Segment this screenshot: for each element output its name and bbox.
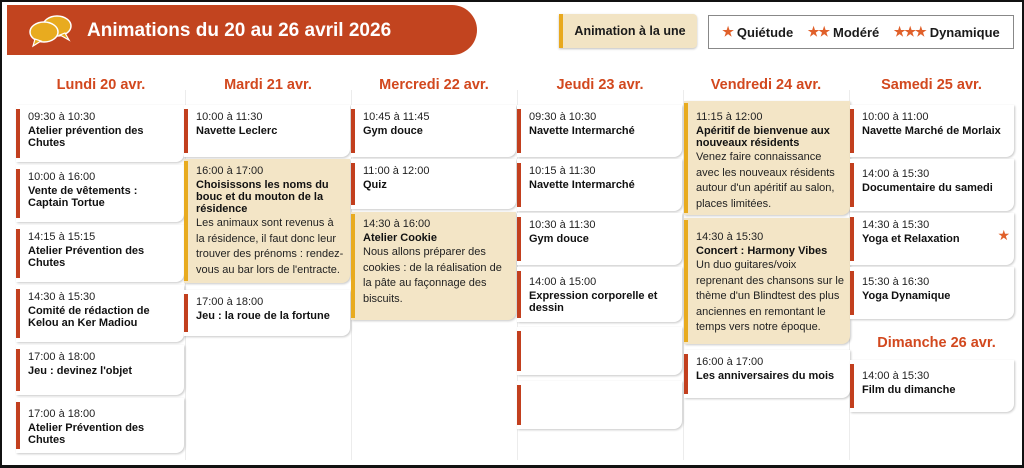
event-title: Comité de rédaction de Kelou an Ker Madiou	[28, 305, 150, 329]
event-title: Navette Intermarché	[529, 179, 635, 191]
day-heading-jeudi: Jeudi 23 avr.	[556, 77, 644, 93]
event-card[interactable]	[517, 267, 682, 322]
featured-event-card[interactable]	[684, 218, 850, 344]
event-time: 10:00 à 11:00	[862, 111, 929, 123]
legend-label: Dynamique	[929, 24, 1000, 40]
event-card[interactable]	[850, 267, 1014, 319]
event-time: 10:45 à 11:45	[363, 111, 430, 123]
event-time: 14:30 à 15:30	[28, 291, 96, 303]
event-title: Navette Marché de Morlaix	[862, 125, 1001, 137]
event-card[interactable]	[184, 290, 350, 336]
event-card[interactable]	[517, 105, 682, 157]
event-description: Venez faire connaissance avec les nouveaux résidents autour d'un apéritif au salon, places limitées.	[696, 151, 835, 210]
event-time: 09:30 à 10:30	[28, 111, 96, 123]
event-time: 15:30 à 16:30	[862, 276, 930, 288]
event-time: 14:00 à 15:30	[862, 168, 930, 180]
legend-dynamique	[894, 24, 1000, 40]
event-time: 16:00 à 17:00	[696, 356, 764, 368]
event-title: Yoga et Relaxation	[862, 233, 960, 245]
page-title: Animations du 20 au 26 avril 2026	[87, 20, 392, 41]
event-time: 17:00 à 18:00	[28, 408, 96, 420]
event-title: Apéritif de bienvenue aux nouveaux résidents	[696, 125, 830, 149]
event-title: Atelier prévention des Chutes	[28, 125, 144, 149]
star-icon: ★★	[807, 24, 830, 39]
legend-quietude	[722, 24, 793, 40]
event-card[interactable]	[351, 105, 516, 157]
legend-label: Quiétude	[736, 24, 794, 40]
day-heading-vendredi: Vendredi 24 avr.	[710, 77, 822, 93]
day-heading-lundi: Lundi 20 avr.	[56, 77, 146, 93]
star-icon: ★	[722, 24, 733, 39]
event-title: Documentaire du samedi	[862, 182, 993, 194]
event-card-empty[interactable]	[517, 327, 682, 375]
event-time: 09:30 à 10:30	[529, 111, 597, 123]
event-card-empty[interactable]	[517, 381, 682, 429]
event-title: Yoga Dynamique	[862, 290, 951, 302]
event-time: 16:00 à 17:00	[196, 165, 264, 177]
event-time: 11:00 à 12:00	[363, 165, 430, 177]
event-card[interactable]	[16, 105, 184, 162]
event-title: Navette Intermarché	[529, 125, 635, 137]
day-heading-samedi: Samedi 25 avr.	[881, 77, 982, 93]
day-heading-mercredi: Mercredi 22 avr.	[379, 77, 489, 93]
day-heading-mardi: Mardi 21 avr.	[224, 77, 312, 93]
featured-legend: Animation à la une	[559, 14, 697, 48]
event-time: 14:15 à 15:15	[28, 231, 96, 243]
event-time: 10:00 à 16:00	[28, 171, 96, 183]
header-banner	[7, 5, 477, 55]
event-title: Film du dimanche	[862, 384, 956, 396]
event-title: Gym douce	[363, 125, 423, 137]
event-title: Atelier Cookie	[363, 232, 437, 244]
event-title: Navette Leclerc	[196, 125, 278, 137]
event-time: 14:30 à 15:30	[696, 231, 764, 243]
event-time: 14:00 à 15:30	[862, 370, 930, 382]
legend-label: Modéré	[833, 24, 880, 40]
event-card[interactable]	[850, 159, 1014, 211]
star-icon: ★★★	[893, 24, 926, 39]
event-card[interactable]	[16, 165, 184, 222]
event-time: 14:30 à 15:30	[862, 219, 930, 231]
event-title: Jeu : devinez l'objet	[28, 365, 133, 377]
event-time: 14:00 à 15:00	[529, 276, 597, 288]
star-icon: ★	[997, 227, 1010, 243]
event-title: Jeu : la roue de la fortune	[196, 310, 330, 322]
event-card[interactable]	[16, 285, 184, 342]
featured-event-card[interactable]	[684, 101, 850, 215]
event-title: Gym douce	[529, 233, 589, 245]
event-time: 17:00 à 18:00	[28, 351, 96, 363]
event-card[interactable]	[16, 345, 184, 395]
speech-bubbles-icon	[27, 14, 75, 48]
event-time: 17:00 à 18:00	[196, 296, 264, 308]
event-title: Expression corporelle et dessin	[529, 290, 658, 314]
event-description: Un duo guitares/voix reprenant des chansons sur le thème d'un Blindtest des plus anciennes en remontant le temps vers notre époque.	[696, 259, 844, 333]
event-title: Quiz	[363, 179, 387, 191]
intensity-legend	[708, 15, 1014, 49]
event-card[interactable]	[16, 398, 184, 453]
event-time: 11:15 à 12:00	[696, 111, 763, 123]
day-heading-dimanche: Dimanche 26 avr.	[877, 335, 996, 351]
event-card[interactable]	[351, 159, 516, 209]
event-card[interactable]	[850, 213, 1014, 265]
event-title: Les anniversaires du mois	[696, 370, 835, 382]
event-title: Atelier Prévention des Chutes	[28, 245, 145, 269]
featured-event-card[interactable]	[184, 159, 350, 283]
event-card[interactable]	[16, 225, 184, 282]
featured-event-card[interactable]	[351, 212, 516, 320]
event-title: Concert : Harmony Vibes	[696, 245, 828, 257]
event-card[interactable]	[517, 159, 682, 211]
event-time: 10:00 à 11:30	[196, 111, 263, 123]
event-title: Choisissons les noms du bouc et du mouton de la résidence	[196, 179, 329, 215]
event-time: 10:15 à 11:30	[529, 165, 596, 177]
event-time: 14:30 à 16:00	[363, 218, 431, 230]
event-card[interactable]	[184, 105, 350, 157]
event-title: Vente de vêtements : Captain Tortue	[28, 185, 138, 209]
event-card[interactable]	[684, 350, 850, 398]
event-description: Nous allons préparer des cookies : de la réalisation de la pâte au façonnage des biscuits.	[363, 246, 502, 305]
event-time: 10:30 à 11:30	[529, 219, 596, 231]
legend-modere	[808, 24, 880, 40]
event-title: Atelier Prévention des Chutes	[28, 422, 145, 446]
event-description: Les animaux sont revenus à la résidence, il faut donc leur trouver des prénoms : rendez-vous au bar lors de l'entracte.	[196, 217, 344, 276]
event-card[interactable]	[850, 105, 1014, 157]
event-card[interactable]	[850, 360, 1014, 412]
event-card[interactable]	[517, 213, 682, 265]
